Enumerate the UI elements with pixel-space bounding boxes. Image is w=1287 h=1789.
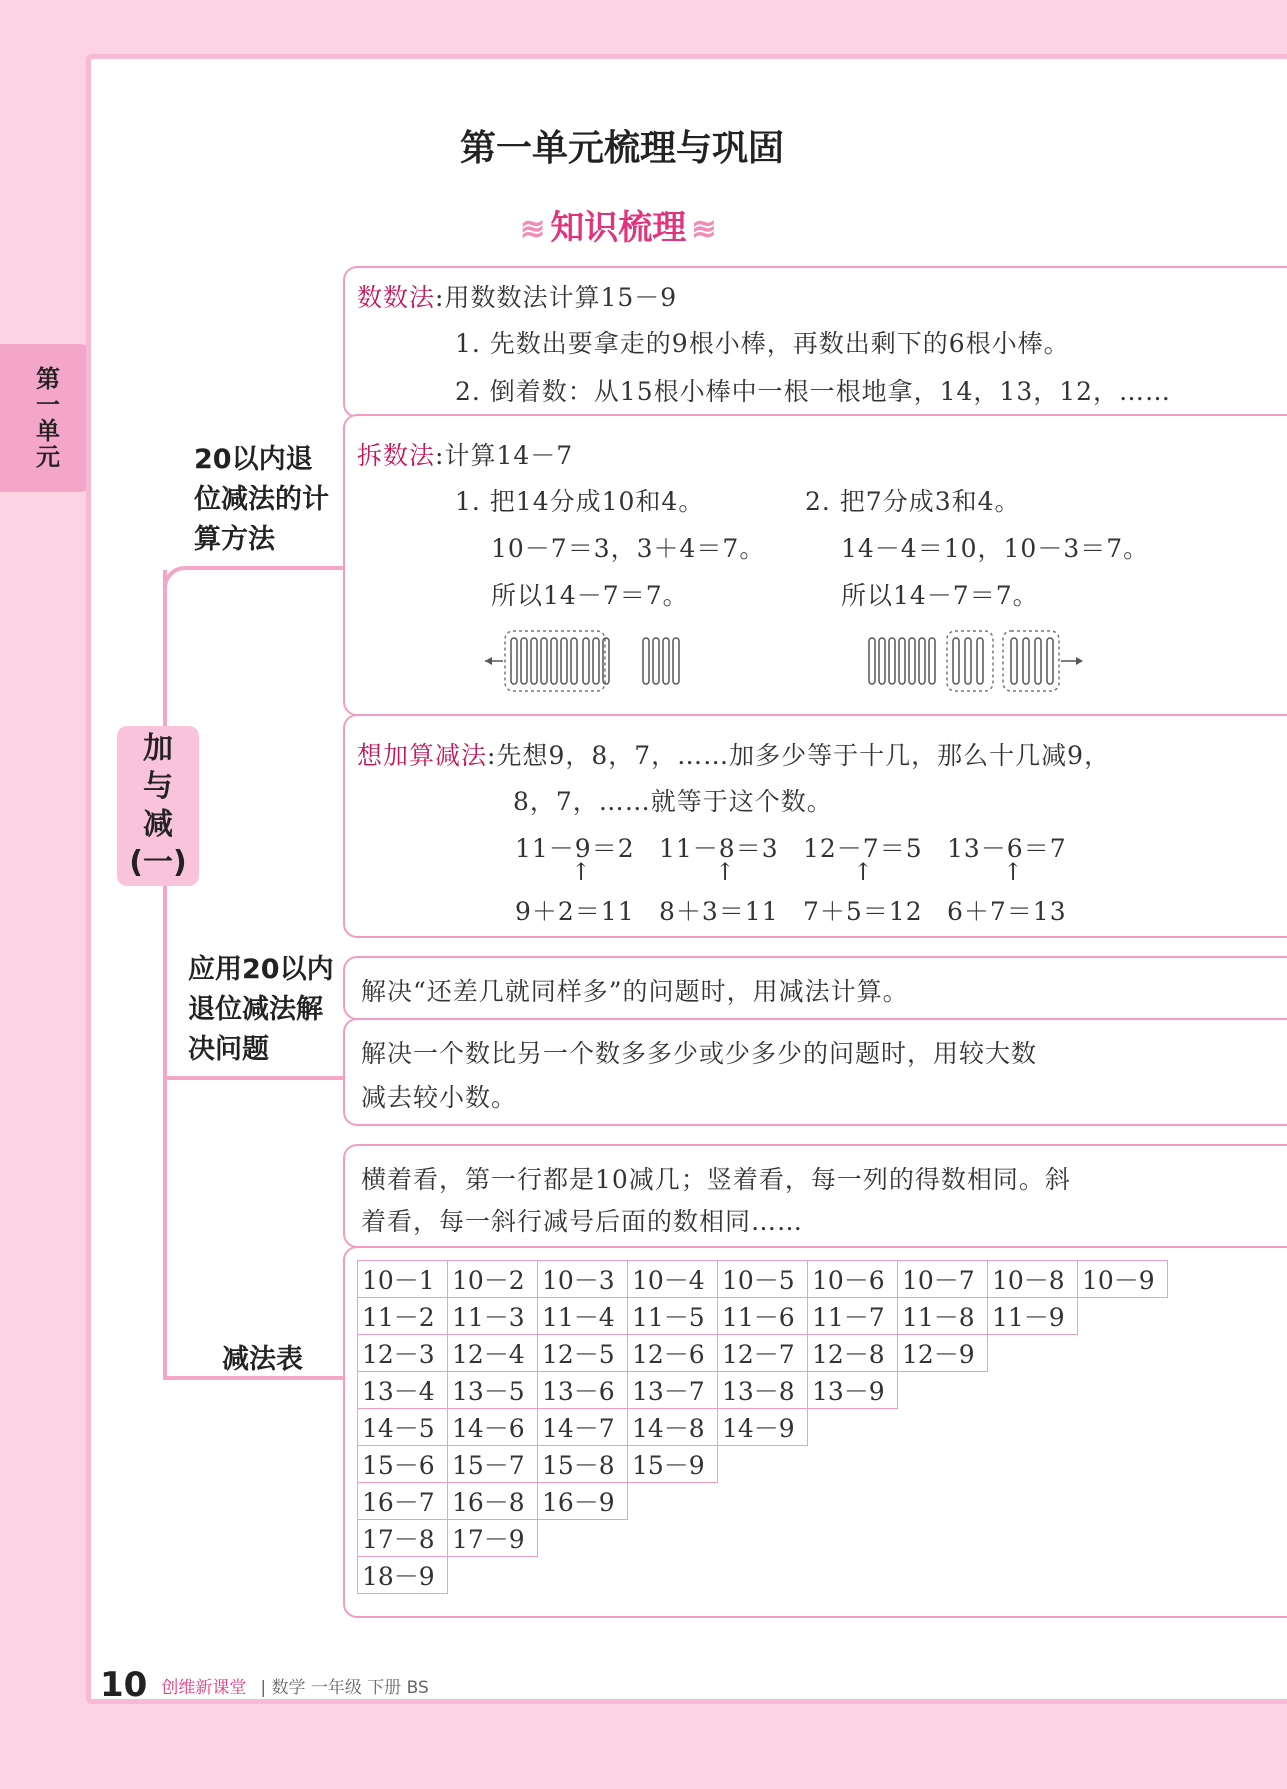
table-cell-empty <box>628 1557 718 1594</box>
split-method-heading: 拆数法:计算14－7 <box>357 441 574 470</box>
table-cell: 10－9 <box>1078 1261 1168 1298</box>
counting-step-2: 2. 倒着数：从15根小棒中一根一根地拿，14，13，12，…… <box>455 377 1172 406</box>
think-addition-heading: 想加算减法:先想9，8，7，……加多少等于十几，那么十几减9， <box>357 741 1111 770</box>
box-split-method <box>343 414 1287 716</box>
table-cell: 12－4 <box>448 1335 538 1372</box>
box-counting-method <box>343 266 1287 418</box>
unit-side-tab-label: 第一单元 <box>31 366 60 470</box>
table-cell-empty <box>1078 1335 1168 1372</box>
arrow-up-icon: ↑ <box>571 858 593 886</box>
topic-subtraction-table: 减法表 <box>222 1344 303 1375</box>
topic-application: 应用20以内退位减法解决问题 <box>188 954 334 1065</box>
arrow-up-icon: ↑ <box>715 858 737 886</box>
table-cell: 15－8 <box>538 1446 628 1483</box>
table-cell: 16－8 <box>448 1483 538 1520</box>
think-addition-heading-2: 8，7，……就等于这个数。 <box>513 787 833 816</box>
table-cell-empty <box>628 1483 718 1520</box>
footer-info: | 数学 一年级 下册 BS <box>260 1677 429 1698</box>
table-cell-empty <box>1078 1557 1168 1594</box>
table-cell: 13－8 <box>718 1372 808 1409</box>
table-cell-empty <box>1078 1298 1168 1335</box>
table-cell: 12－7 <box>718 1335 808 1372</box>
table-cell: 13－7 <box>628 1372 718 1409</box>
think-sub-4: 13－6＝7 <box>947 834 1067 863</box>
table-cell: 10－8 <box>988 1261 1078 1298</box>
table-cell-empty <box>808 1557 898 1594</box>
table-cell-empty <box>448 1557 538 1594</box>
table-row <box>358 1335 1168 1372</box>
table-cell: 10－7 <box>898 1261 988 1298</box>
application-line-1: 解决“还差几就同样多”的问题时，用减法计算。 <box>361 977 909 1006</box>
table-cell: 12－9 <box>898 1335 988 1372</box>
counting-method-heading: 数数法:用数数法计算15－9 <box>357 283 678 312</box>
arrow-up-icon: ↑ <box>853 858 875 886</box>
table-cell-empty <box>988 1557 1078 1594</box>
subtraction-table <box>357 1260 1168 1594</box>
table-cell-empty <box>1078 1409 1168 1446</box>
wave-right-icon: ≋ <box>691 212 717 247</box>
branch-method <box>163 566 347 590</box>
table-cell: 11－3 <box>448 1298 538 1335</box>
table-cell: 15－7 <box>448 1446 538 1483</box>
table-cell: 12－3 <box>358 1335 448 1372</box>
table-cell: 18－9 <box>358 1557 448 1594</box>
table-cell-empty <box>988 1372 1078 1409</box>
table-cell-empty <box>1078 1372 1168 1409</box>
think-sub-1: 11－9＝2 <box>515 834 635 863</box>
table-cell: 12－6 <box>628 1335 718 1372</box>
box-application-2 <box>343 1018 1287 1126</box>
table-cell-empty <box>988 1446 1078 1483</box>
wave-left-icon: ≋ <box>520 212 546 247</box>
table-cell-empty <box>628 1520 718 1557</box>
table-cell: 11－5 <box>628 1298 718 1335</box>
table-cell: 10－6 <box>808 1261 898 1298</box>
section-heading-label: 知识梳理 <box>550 208 687 248</box>
table-cell: 13－6 <box>538 1372 628 1409</box>
split-left-line-2: 10－7＝3，3＋4＝7。 <box>491 534 766 563</box>
table-cell-empty <box>988 1483 1078 1520</box>
table-cell-empty <box>808 1446 898 1483</box>
footer-brand: 创维新课堂 <box>161 1677 247 1698</box>
table-cell: 14－7 <box>538 1409 628 1446</box>
table-cell-empty <box>538 1557 628 1594</box>
table-cell: 10－5 <box>718 1261 808 1298</box>
page-number: 10 <box>100 1665 148 1705</box>
table-cell: 13－9 <box>808 1372 898 1409</box>
table-note-line-2: 着看，每一斜行减号后面的数相同…… <box>361 1207 804 1236</box>
box-subtraction-table <box>343 1246 1287 1618</box>
table-cell: 11－7 <box>808 1298 898 1335</box>
table-cell-empty <box>898 1409 988 1446</box>
table-cell-empty <box>538 1520 628 1557</box>
box-table-note <box>343 1144 1287 1248</box>
think-add-3: 7＋5＝12 <box>803 897 923 926</box>
table-cell-empty <box>898 1446 988 1483</box>
table-cell: 11－4 <box>538 1298 628 1335</box>
table-cell: 12－5 <box>538 1335 628 1372</box>
table-cell: 10－2 <box>448 1261 538 1298</box>
table-cell: 17－9 <box>448 1520 538 1557</box>
table-cell: 13－4 <box>358 1372 448 1409</box>
table-cell: 10－4 <box>628 1261 718 1298</box>
think-sub-3: 12－7＝5 <box>803 834 923 863</box>
split-right-line-2: 14－4＝10，10－3＝7。 <box>841 534 1150 563</box>
table-cell: 11－9 <box>988 1298 1078 1335</box>
table-cell-empty <box>718 1446 808 1483</box>
table-cell: 13－5 <box>448 1372 538 1409</box>
table-row <box>358 1409 1168 1446</box>
think-add-2: 8＋3＝11 <box>659 897 779 926</box>
table-cell: 16－7 <box>358 1483 448 1520</box>
map-trunk-line <box>163 570 167 1376</box>
unit-side-tab[interactable] <box>0 344 92 492</box>
split-right-line-3: 所以14－7＝7。 <box>841 581 1039 610</box>
think-sub-2: 11－8＝3 <box>659 834 779 863</box>
table-cell-empty <box>1078 1483 1168 1520</box>
table-row <box>358 1483 1168 1520</box>
split-left-line-3: 所以14－7＝7。 <box>491 581 689 610</box>
table-cell-empty <box>898 1557 988 1594</box>
branch-application <box>163 1076 343 1080</box>
table-cell-empty <box>898 1372 988 1409</box>
table-cell-empty <box>718 1520 808 1557</box>
table-cell-empty <box>988 1520 1078 1557</box>
application-line-2a: 解决一个数比另一个数多多少或少多少的问题时，用较大数 <box>361 1039 1038 1068</box>
page-title: 第一单元梳理与巩固 <box>460 128 785 169</box>
counting-step-1: 1. 先数出要拿走的9根小棒，再数出剩下的6根小棒。 <box>455 329 1070 358</box>
table-cell: 11－2 <box>358 1298 448 1335</box>
table-cell: 14－5 <box>358 1409 448 1446</box>
table-row <box>358 1446 1168 1483</box>
split-right-line-1: 2. 把7分成3和4。 <box>805 487 1021 516</box>
table-cell: 14－6 <box>448 1409 538 1446</box>
center-node: 加 与 减 (一) <box>117 726 199 886</box>
table-cell-empty <box>1078 1520 1168 1557</box>
section-heading <box>520 200 716 249</box>
think-add-1: 9＋2＝11 <box>515 897 635 926</box>
table-cell: 10－1 <box>358 1261 448 1298</box>
application-line-2b: 减去较小数。 <box>361 1083 518 1112</box>
table-cell: 11－6 <box>718 1298 808 1335</box>
table-cell: 16－9 <box>538 1483 628 1520</box>
topic-calc-method: 20以内退位减法的计算方法 <box>194 444 329 555</box>
table-cell: 12－8 <box>808 1335 898 1372</box>
split-left-line-1: 1. 把14分成10和4。 <box>455 487 705 516</box>
table-cell-empty <box>808 1483 898 1520</box>
table-row <box>358 1372 1168 1409</box>
table-cell-empty <box>898 1483 988 1520</box>
table-cell: 10－3 <box>538 1261 628 1298</box>
table-cell: 14－8 <box>628 1409 718 1446</box>
table-cell-empty <box>718 1557 808 1594</box>
box-think-addition <box>343 714 1287 938</box>
table-cell: 11－8 <box>898 1298 988 1335</box>
table-cell: 15－9 <box>628 1446 718 1483</box>
table-cell: 14－9 <box>718 1409 808 1446</box>
sticks-diagram-right <box>865 626 1085 696</box>
table-row <box>358 1520 1168 1557</box>
sticks-diagram-left <box>485 626 685 696</box>
table-row <box>358 1261 1168 1298</box>
table-cell: 17－8 <box>358 1520 448 1557</box>
think-add-4: 6＋7＝13 <box>947 897 1067 926</box>
arrow-up-icon: ↑ <box>1003 858 1025 886</box>
table-row <box>358 1298 1168 1335</box>
table-cell-empty <box>718 1483 808 1520</box>
table-cell: 15－6 <box>358 1446 448 1483</box>
page-footer <box>100 1665 429 1705</box>
table-cell-empty <box>988 1335 1078 1372</box>
table-cell-empty <box>898 1520 988 1557</box>
table-cell-empty <box>988 1409 1078 1446</box>
table-cell-empty <box>1078 1446 1168 1483</box>
table-row <box>358 1557 1168 1594</box>
box-application-1 <box>343 956 1287 1020</box>
table-cell-empty <box>808 1520 898 1557</box>
table-cell-empty <box>808 1409 898 1446</box>
table-note-line-1: 横着看，第一行都是10减几；竖着看，每一列的得数相同。斜 <box>361 1165 1071 1194</box>
